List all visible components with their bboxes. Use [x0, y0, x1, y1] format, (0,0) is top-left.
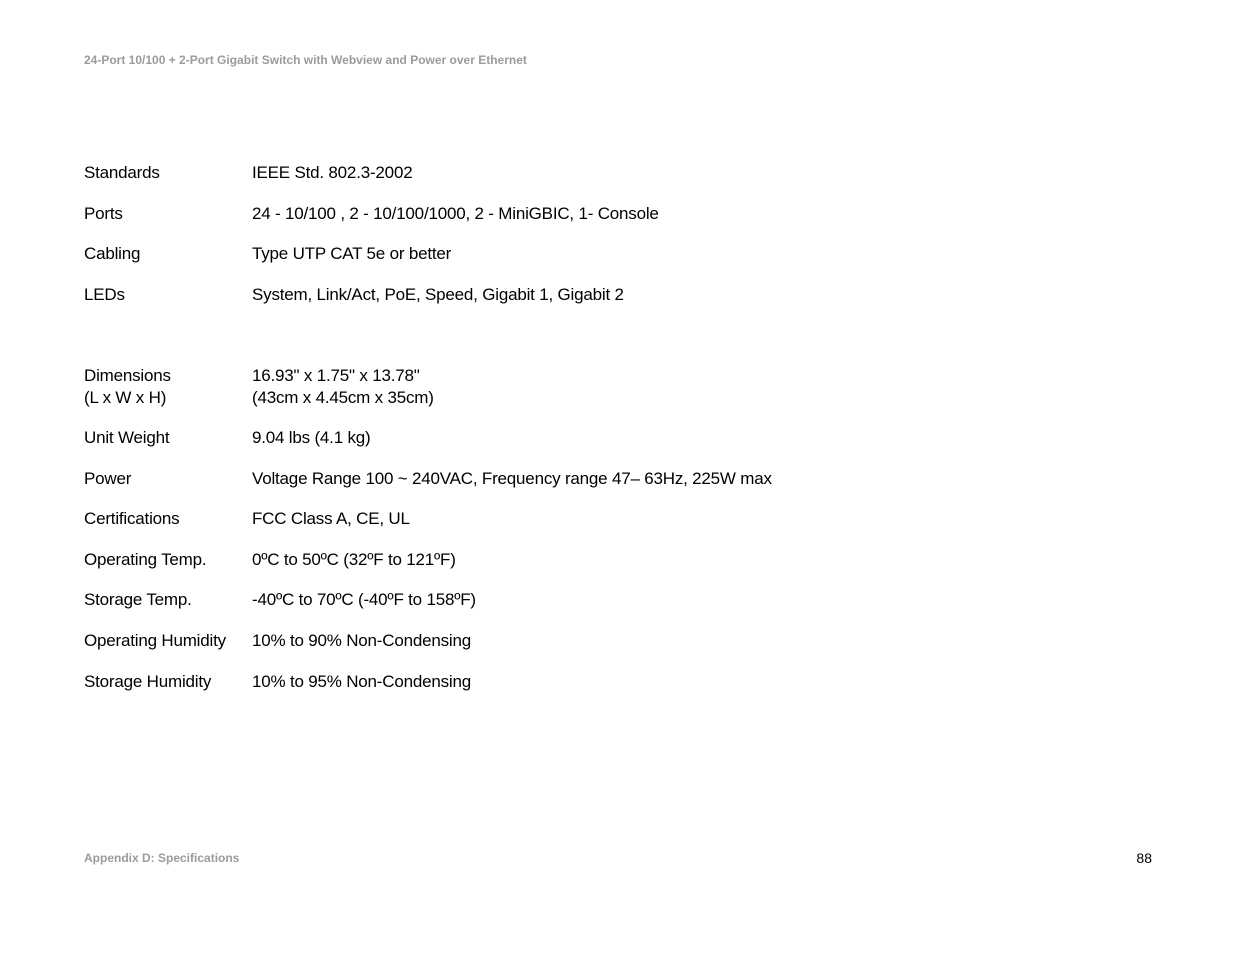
spec-label [84, 365, 249, 409]
spec-value-line: (43cm x 4.45cm x 35cm) [252, 388, 434, 407]
spec-label: Operating Humidity [84, 631, 226, 650]
spec-value: 0ºC to 50ºC (32ºF to 121ºF) [252, 550, 456, 569]
spec-value: System, Link/Act, PoE, Speed, Gigabit 1, Gigabit 2 [252, 285, 624, 304]
spec-value: 24 - 10/100 , 2 - 10/100/1000, 2 - MiniGBIC, 1- Console [252, 204, 659, 223]
footer-section-title: Appendix D: Specifications [84, 851, 240, 865]
spec-label: Standards [84, 163, 160, 182]
spec-label: Power [84, 469, 132, 488]
spec-label: Certifications [84, 509, 180, 528]
spec-value: IEEE Std. 802.3-2002 [252, 163, 413, 182]
spec-label: Storage Humidity [84, 672, 212, 691]
document-header-title: 24-Port 10/100 + 2-Port Gigabit Switch with Webview and Power over Ethernet [84, 53, 527, 67]
spec-label: Unit Weight [84, 428, 170, 447]
spec-label-line: (L x W x H) [84, 388, 167, 407]
spec-label: Ports [84, 204, 123, 223]
spec-label: Operating Temp. [84, 550, 207, 569]
spec-label: LEDs [84, 285, 125, 304]
spec-value-line: 16.93" x 1.75" x 13.78" [252, 366, 420, 385]
spec-label-line: Dimensions [84, 366, 171, 385]
spec-value: -40ºC to 70ºC (-40ºF to 158ºF) [252, 590, 476, 609]
spec-value: Type UTP CAT 5e or better [252, 244, 452, 263]
spec-value: 10% to 90% Non-Condensing [252, 631, 471, 650]
spec-label: Storage Temp. [84, 590, 192, 609]
spec-label: Cabling [84, 244, 141, 263]
spec-value: Voltage Range 100 ~ 240VAC, Frequency range 47– 63Hz, 225W max [252, 469, 772, 488]
spec-value: 9.04 lbs (4.1 kg) [252, 428, 371, 447]
spec-value [252, 365, 872, 409]
spec-value: FCC Class A, CE, UL [252, 509, 410, 528]
spec-value: 10% to 95% Non-Condensing [252, 672, 471, 691]
page-number: 88 [1136, 850, 1152, 866]
